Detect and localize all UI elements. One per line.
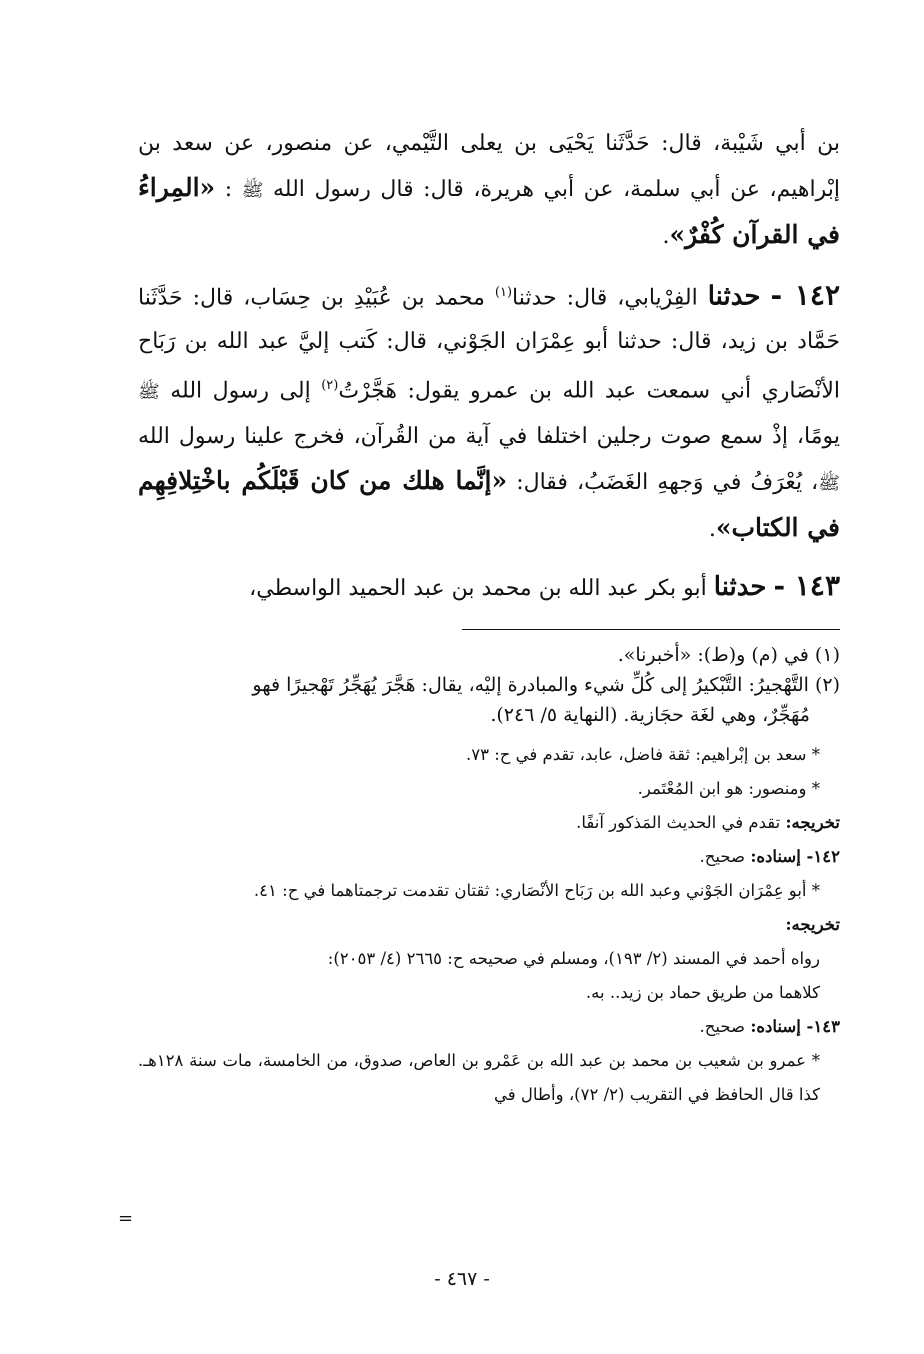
spacer [138,552,840,564]
salutation-symbol: ﷺ [241,180,264,201]
text: الفِرْيابي، قال: حدثنا [512,285,698,311]
salutation-symbol: ﷺ [818,472,841,494]
commentary [138,738,840,1112]
commentary-line: رواه أحمد في المسند (٢/ ١٩٣)، ومسلم في صحيحه ح: ٢٦٦٥ (٤/ ٢٠٥٣): [327,948,820,968]
section-heading: تخريجه: [785,914,840,934]
spacer [138,259,840,271]
text: يومًا، إذْ سمع صوت رجلين اختلفا في آية من القُرآن، فخرج علينا رسول الله [138,423,840,449]
hadith-quote: «إنَّما هلك من كان قَبْلَكُم باخْتِلافِهِم في الكتاب» [138,465,840,542]
text: صحيح. [699,846,746,866]
hadith-143 [138,564,840,611]
text: أبو بكر عبد الله بن محمد بن عبد الحميد الواسطي، [249,575,707,601]
footnote-2: (٢) التَّهْجيرُ: التَّبْكيرُ إلى كُلِّ شيء والمبادرة إليْه، يقال: هَجَّرَ يُهَجِّرُ تَهْجيرًا فهو [252,673,840,696]
section-heading: تخريجه: [785,812,840,832]
text: . [708,516,716,542]
text: . [662,224,670,249]
text: إلى رسول الله [170,378,311,404]
text: إبْراهيم، عن أبي سلمة، عن أبي هريرة، قال: قال رسول الله [273,177,840,202]
text: : [224,177,233,202]
section-heading: ١٤٢- إسناده: [750,846,840,866]
commentary-line: * عمرو بن شعيب بن محمد بن عبد الله بن عَمْرو بن العاص، صدوق، من الخامسة، مات سنة ١٢٨هـ. كذا قال الحافظ في التقريب (٢/ ٧٢)، وأطال في [138,1050,820,1104]
hadith-text [138,122,840,611]
hadith-number: ١٤٣ - [773,568,840,602]
commentary-line: * ومنصور: هو ابن المُعْتَمر. [637,778,820,798]
page-body [138,122,840,1112]
footnote-ref[interactable]: (٢) [321,378,339,394]
continuation-mark: = [118,1208,134,1229]
footnote-ref[interactable]: (١) [494,285,513,300]
commentary-line: * سعد بن إبْراهيم: ثقة فاضل، عابد، تقدم في ح: ٧٣. [465,744,820,764]
footnote-separator [462,629,840,630]
commentary-line: كلاهما من طريق حماد بن زيد.. به. [585,982,820,1002]
text: محمد بن عُبَيْدِ بن حِسَاب، قال: حَدَّثَنا حَمَّاد بن زيد، قال: حدثنا أبو عِمْرَان الجَوْني، قال: كَتب إليَّ عبد الله بن رَبَاح الأنْصَاري أني سمعت عبد الله بن عمرو يقول: هَجَّرْتُ [138,285,840,404]
page-number: - ٤٦٧ - [434,1268,490,1290]
text: تقدم في الحديث المَذكور آنفًا. [576,812,781,832]
text: صحيح. [699,1016,746,1036]
text: بن أبي شَيْبة، قال: حَدَّثَنا يَحْيَى بن يعلى التَّيْمي، عن منصور، عن سعد بن [138,131,840,156]
salutation-symbol: ﷺ [138,381,160,403]
footnote-1: (١) في (م) و(ط): «أخبرنا». [617,643,840,666]
section-heading: ١٤٣- إسناده: [750,1016,840,1036]
commentary-line: * أبو عِمْرَان الجَوْني وعبد الله بن رَبَاح الأنْصَاري: ثقتان تقدمت ترجمتاهما في ح: ٤١. [253,880,820,900]
hadith-142 [138,271,840,552]
commentary-line [138,1010,840,1044]
haddathana-heading: حدثنا [713,571,767,602]
text: ، يُعْرَفُ في وَجههِ الغَضَبُ، فقال: [516,469,819,495]
hadith-141-continuation [138,122,840,259]
commentary-line [138,806,840,840]
footnotes [138,640,840,730]
hadith-number: ١٤٢ - [770,278,840,312]
haddathana-heading: حدثنا [707,281,761,312]
footnote-2-continuation: مُهَجِّرٌ، وهي لغَة حجَازية. (النهاية ٥/ ٢٤٦). [490,703,810,726]
hadith-quote: «المِراءُ في القرآن كُفْرٌ» [138,173,840,249]
commentary-line [138,840,840,874]
